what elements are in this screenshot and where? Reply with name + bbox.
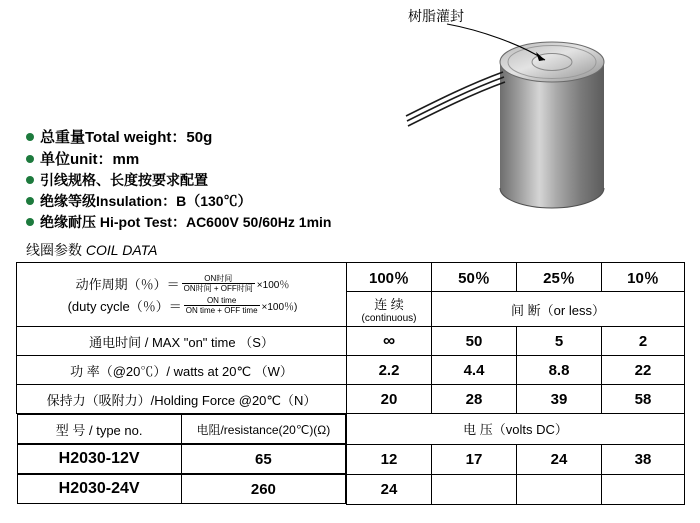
solenoid-body bbox=[500, 42, 604, 208]
bullet-icon bbox=[26, 218, 34, 226]
type-header-split bbox=[17, 414, 347, 445]
bullet-icon bbox=[26, 155, 34, 163]
spec-list bbox=[26, 128, 406, 235]
coil-data-heading bbox=[26, 240, 157, 260]
cell-watts: 22 bbox=[602, 356, 685, 385]
list-item bbox=[26, 150, 406, 169]
resistance-label: 电阻/resistance(20℃)(Ω) bbox=[181, 415, 345, 444]
table-row-duty-cycle bbox=[17, 263, 685, 292]
table-row bbox=[17, 327, 685, 356]
voltage-label: 电 压（volts DC） bbox=[347, 414, 685, 445]
table-row bbox=[17, 385, 685, 414]
duty-fraction-cn-num: ON时间 bbox=[182, 274, 255, 284]
cell-voltage: 17 bbox=[432, 444, 517, 474]
list-item bbox=[26, 193, 406, 211]
bullet-icon bbox=[26, 176, 34, 184]
coil-data-heading-en: COIL DATA bbox=[85, 242, 158, 258]
cell-voltage bbox=[602, 474, 685, 504]
product-illustration bbox=[400, 0, 700, 235]
spec-text: 单位unit：mm bbox=[40, 151, 140, 169]
table-row bbox=[17, 444, 685, 474]
mode-continuous-en: (continuous) bbox=[361, 313, 417, 324]
coil-data-heading-cn: 线圈参数 bbox=[26, 242, 82, 258]
list-item bbox=[26, 172, 406, 190]
cell-voltage: 24 bbox=[347, 474, 432, 504]
type-row-split bbox=[17, 474, 347, 504]
coil-data-table bbox=[16, 262, 685, 505]
table-row-type-header bbox=[17, 414, 685, 445]
duty-cycle-tail-cn: ×100％ bbox=[256, 279, 290, 291]
duty-fraction-cn bbox=[182, 274, 255, 293]
type-row-split bbox=[17, 444, 347, 474]
duty-fraction-cn-den: ON时间 + OFF时间 bbox=[183, 283, 253, 293]
duty-column-header: 10％ bbox=[602, 263, 685, 292]
cell-on-time: 2 bbox=[602, 327, 685, 356]
list-item bbox=[26, 128, 406, 147]
duty-cycle-label-en: (duty cycle（％）＝ bbox=[67, 299, 182, 315]
mode-intermittent-cell: 间 断（or less） bbox=[432, 292, 685, 327]
duty-cycle-tail-en: ×100％) bbox=[261, 302, 298, 314]
cell-voltage bbox=[517, 474, 602, 504]
spec-text: 绝缘耐压 Hi-pot Test：AC600V 50/60Hz 1min bbox=[40, 214, 332, 231]
duty-cycle-formula-cell bbox=[17, 263, 347, 327]
cell-holding-force: 28 bbox=[432, 385, 517, 414]
cell-holding-force: 39 bbox=[517, 385, 602, 414]
row-label-holding-force: 保持力（吸附力）/Holding Force @20℃（N） bbox=[17, 385, 347, 414]
table-row bbox=[17, 474, 685, 504]
spec-text: 绝缘等级Insulation：B（130℃） bbox=[40, 193, 252, 210]
duty-fraction-en-num: ON time bbox=[184, 296, 260, 306]
cell-voltage bbox=[432, 474, 517, 504]
row-label-on-time: 通电时间 / MAX "on" time （S） bbox=[17, 327, 347, 356]
cell-holding-force: 20 bbox=[347, 385, 432, 414]
cell-on-time: ∞ bbox=[347, 327, 432, 356]
cell-watts: 4.4 bbox=[432, 356, 517, 385]
table-row bbox=[17, 356, 685, 385]
row-label-watts: 功 率（@20℃）/ watts at 20℃ （W） bbox=[17, 356, 347, 385]
cell-voltage: 24 bbox=[517, 444, 602, 474]
type-label: 型 号 / type no. bbox=[17, 415, 181, 444]
duty-column-header: 100％ bbox=[347, 263, 432, 292]
duty-fraction-en bbox=[184, 296, 260, 315]
mode-continuous-cn: 连 续 bbox=[374, 297, 404, 312]
callout-label: 树脂灌封 bbox=[408, 8, 464, 24]
list-item bbox=[26, 214, 406, 232]
cell-on-time: 50 bbox=[432, 327, 517, 356]
duty-fraction-en-den: ON time + OFF time bbox=[185, 306, 258, 316]
cell-resistance: 260 bbox=[181, 475, 345, 504]
cell-voltage: 38 bbox=[602, 444, 685, 474]
cell-voltage: 12 bbox=[347, 444, 432, 474]
cell-type-name: H2030-12V bbox=[17, 445, 181, 474]
cell-holding-force: 58 bbox=[602, 385, 685, 414]
cell-watts: 2.2 bbox=[347, 356, 432, 385]
cell-type-name: H2030-24V bbox=[17, 475, 181, 504]
lead-wires bbox=[406, 72, 505, 126]
mode-continuous-cell bbox=[347, 292, 432, 327]
cell-watts: 8.8 bbox=[517, 356, 602, 385]
bullet-icon bbox=[26, 197, 34, 205]
spec-text: 引线规格、长度按要求配置 bbox=[40, 172, 208, 189]
duty-column-header: 50％ bbox=[432, 263, 517, 292]
bullet-icon bbox=[26, 133, 34, 141]
spec-text: 总重量Total weight：50g bbox=[40, 129, 213, 146]
cell-on-time: 5 bbox=[517, 327, 602, 356]
cell-resistance: 65 bbox=[181, 445, 345, 474]
duty-cycle-label-cn: 动作周期（％）＝ bbox=[75, 276, 180, 292]
duty-column-header: 25％ bbox=[517, 263, 602, 292]
